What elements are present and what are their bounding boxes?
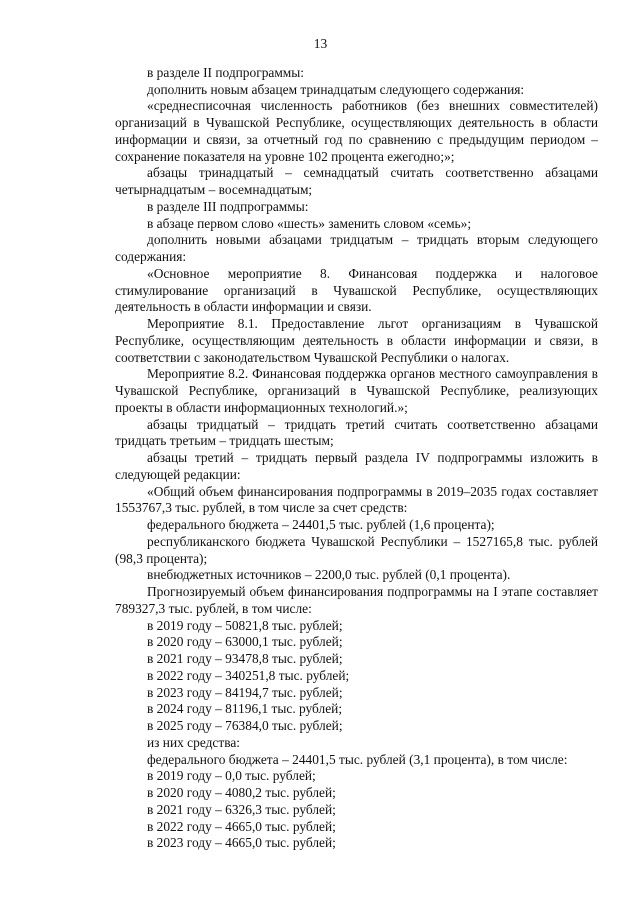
paragraph: из них средства: (147, 734, 241, 750)
paragraph: в 2021 году – 6326,3 тыс. рублей; (147, 801, 336, 817)
paragraph: в разделе II подпрограммы: (147, 64, 304, 80)
paragraph: в 2023 году – 84194,7 тыс. рублей; (147, 684, 343, 700)
paragraph: Мероприятие 8.1. Предоставление льгот организациям в Чувашской Республике, осуществляющим деятельность в области информации и связи, в соответствии с законодательством Чувашской Республики о налогах. (115, 316, 598, 365)
paragraph: в 2019 году – 0,0 тыс. рублей; (147, 768, 316, 784)
paragraph: «Основное мероприятие 8. Финансовая поддержка и налоговое стимулирование организаций в Чувашской Республике, осуществляющих деятельность в области информации и связи. (115, 265, 598, 315)
paragraph: федерального бюджета – 24401,5 тыс. рублей (3,1 процента), в том числе: (147, 751, 568, 767)
document-body (115, 65, 598, 852)
paragraph: дополнить новым абзацем тринадцатым следующего содержания: (147, 81, 525, 97)
paragraph: в 2022 году – 4665,0 тыс. рублей; (147, 818, 336, 834)
paragraph: в абзаце первом слово «шесть» заменить словом «семь»; (147, 215, 472, 231)
paragraph: республиканского бюджета Чувашской Республики – 1527165,8 тыс. рублей (98,3 процента); (115, 533, 598, 566)
paragraph: в 2019 году – 50821,8 тыс. рублей; (147, 617, 343, 633)
paragraph: в 2022 году – 340251,8 тыс. рублей; (147, 667, 350, 683)
paragraph: федерального бюджета – 24401,5 тыс. рублей (1,6 процента); (147, 517, 495, 532)
paragraph: в 2020 году – 4080,2 тыс. рублей; (147, 785, 336, 800)
paragraph: в 2025 году – 76384,0 тыс. рублей; (147, 718, 343, 733)
paragraph: дополнить новыми абзацами тридцатым – тридцать вторым следующего содержания: (115, 232, 598, 264)
page-number: 13 (313, 36, 328, 51)
paragraph: внебюджетных источников – 2200,0 тыс. рублей (0,1 процента). (147, 567, 511, 583)
paragraph: Прогнозируемый объем финансирования подпрограммы на I этапе составляет 789327,3 тыс. рублей, в том числе: (115, 584, 598, 616)
paragraph: в 2021 году – 93478,8 тыс. рублей; (147, 651, 343, 666)
paragraph: «среднесписочная численность работников (без внешних совместителей) организаций в Чувашской Республике, осуществляющих деятельность в области информации и связи, за отчетный год по сравнению с предыдущим периодом – сохранение показателя на уровне 102 процента ежегодно;»; (115, 98, 598, 164)
paragraph: в разделе III подпрограммы: (147, 198, 309, 214)
paragraph: «Общий объем финансирования подпрограммы в 2019–2035 годах составляет 1553767,3 тыс. рублей, в том числе за счет средств: (115, 483, 598, 516)
paragraph: абзацы тридцатый – тридцать третий считать соответственно абзацами тридцать третьим – тридцать шестым; (115, 416, 598, 449)
paragraph: в 2024 году – 81196,1 тыс. рублей; (147, 701, 343, 717)
paragraph: в 2023 году – 4665,0 тыс. рублей; (147, 835, 336, 851)
paragraph: Мероприятие 8.2. Финансовая поддержка органов местного самоуправления в Чувашской Республике, организаций в Чувашской Республике, реализующих проекты в области информационных технологий.»; (115, 366, 598, 415)
paragraph: абзацы тринадцатый – семнадцатый считать соответственно абзацами четырнадцатым – восемнадцатым; (115, 165, 598, 197)
paragraph: абзацы третий – тридцать первый раздела IV подпрограммы изложить в следующей редакции: (115, 450, 598, 482)
paragraph: в 2020 году – 63000,1 тыс. рублей; (147, 634, 343, 650)
